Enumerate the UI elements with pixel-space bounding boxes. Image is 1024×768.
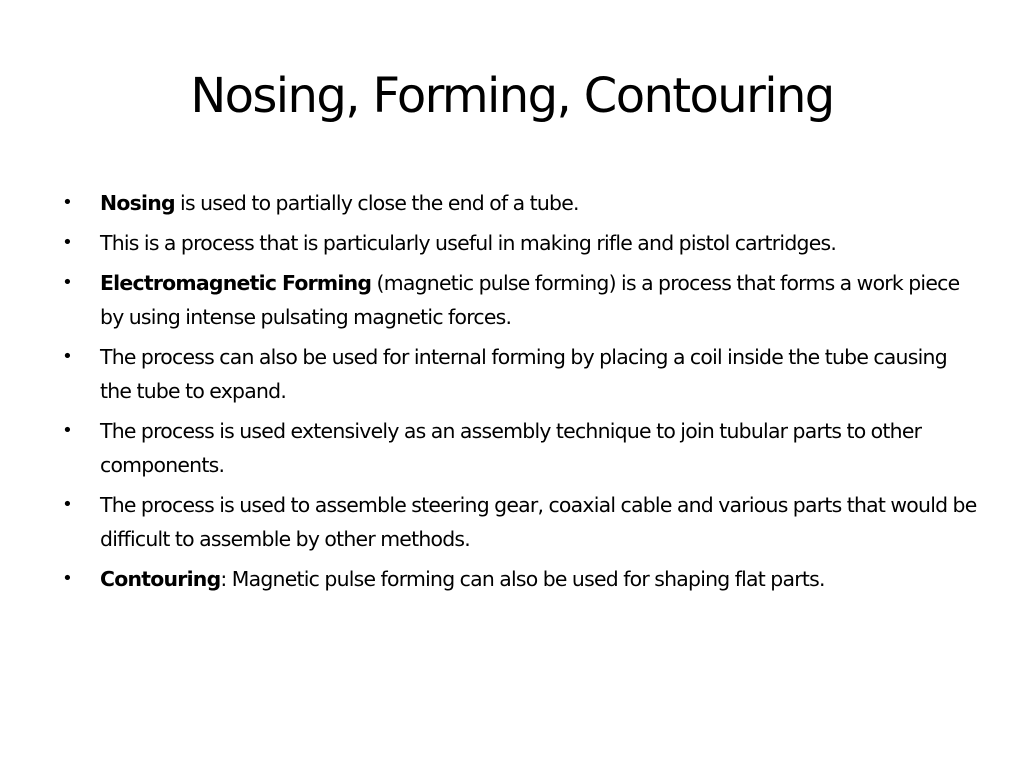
bullet-item: [62, 488, 980, 556]
bullet-text: This is a process that is particularly useful in making rifle and pistol cartridges.: [100, 231, 837, 255]
bullet-item: [62, 414, 980, 482]
bullet-item: [62, 266, 980, 334]
bullet-icon: •: [62, 420, 72, 441]
bullet-icon: •: [62, 346, 72, 367]
bullet-item: [62, 562, 980, 596]
bullet-term: Electromagnetic Forming: [100, 271, 372, 295]
bullet-text: (magnetic pulse forming) is a process that forms a work piece by using intense pulsating magnetic forces.: [100, 271, 960, 329]
bullet-icon: •: [62, 272, 72, 293]
bullet-item: [62, 340, 980, 408]
bullet-text: The process is used extensively as an assembly technique to join tubular parts to other components.: [100, 419, 922, 477]
bullet-list: [62, 186, 980, 602]
bullet-icon: •: [62, 494, 72, 515]
bullet-term: Contouring: [100, 567, 221, 591]
bullet-icon: •: [62, 192, 72, 213]
bullet-icon: •: [62, 568, 72, 589]
bullet-text: : Magnetic pulse forming can also be used for shaping flat parts.: [220, 567, 825, 591]
bullet-item: [62, 186, 980, 220]
bullet-icon: •: [62, 232, 72, 253]
bullet-text: The process can also be used for internal forming by placing a coil inside the tube causing the tube to expand.: [100, 345, 947, 403]
bullet-term: Nosing: [100, 191, 175, 215]
bullet-item: [62, 226, 980, 260]
bullet-text: is used to partially close the end of a tube.: [174, 191, 579, 215]
bullet-text: The process is used to assemble steering gear, coaxial cable and various parts that would be difficult to assemble by other methods.: [100, 493, 977, 551]
slide-title: Nosing, Forming, Contouring: [190, 68, 834, 124]
